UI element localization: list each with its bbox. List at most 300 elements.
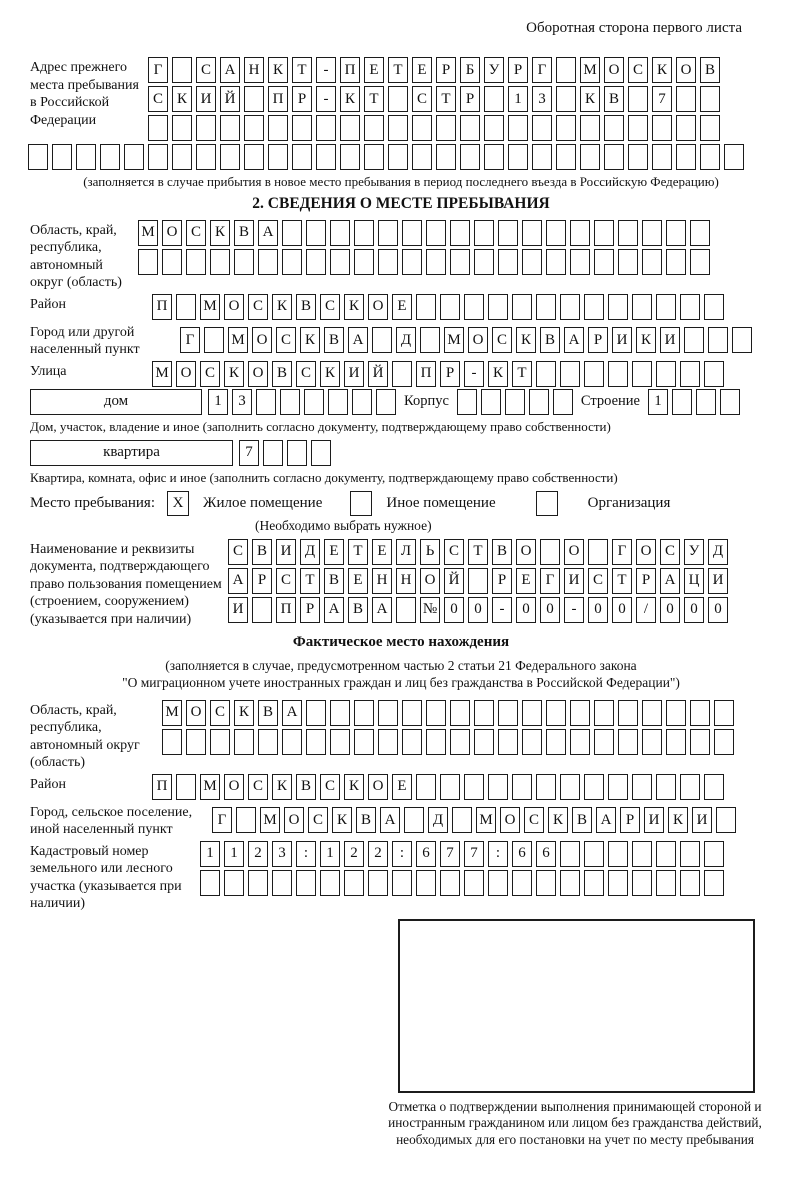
char-cell[interactable]	[618, 249, 638, 275]
char-cell[interactable]: М	[200, 294, 220, 320]
char-cell[interactable]: -	[464, 361, 484, 387]
char-cell[interactable]	[474, 700, 494, 726]
char-cell[interactable]: Р	[508, 57, 528, 83]
char-cell[interactable]	[666, 700, 686, 726]
char-cell[interactable]	[676, 144, 696, 170]
char-cell[interactable]: 1	[648, 389, 668, 415]
char-cell[interactable]: Е	[516, 568, 536, 594]
char-cell[interactable]: В	[572, 807, 592, 833]
char-cell[interactable]	[52, 144, 72, 170]
char-cell[interactable]: /	[636, 597, 656, 623]
char-cell[interactable]	[556, 57, 576, 83]
char-cell[interactable]: Т	[612, 568, 632, 594]
char-cell[interactable]: Н	[396, 568, 416, 594]
char-cell[interactable]	[680, 841, 700, 867]
char-cell[interactable]	[340, 144, 360, 170]
char-cell[interactable]	[680, 361, 700, 387]
char-cell[interactable]	[484, 144, 504, 170]
char-cell[interactable]	[344, 870, 364, 896]
char-cell[interactable]: 0	[444, 597, 464, 623]
char-cell[interactable]: И	[276, 539, 296, 565]
region2-row-1[interactable]	[162, 700, 772, 726]
char-cell[interactable]: И	[612, 327, 632, 353]
char-cell[interactable]: В	[356, 807, 376, 833]
char-cell[interactable]	[416, 870, 436, 896]
house-number-cells[interactable]	[208, 389, 396, 415]
char-cell[interactable]	[28, 144, 48, 170]
char-cell[interactable]	[580, 144, 600, 170]
char-cell[interactable]: В	[604, 86, 624, 112]
char-cell[interactable]	[560, 294, 580, 320]
char-cell[interactable]: К	[636, 327, 656, 353]
char-cell[interactable]: О	[224, 294, 244, 320]
char-cell[interactable]: Т	[300, 568, 320, 594]
char-cell[interactable]: П	[340, 57, 360, 83]
char-cell[interactable]: С	[308, 807, 328, 833]
char-cell[interactable]: М	[152, 361, 172, 387]
char-cell[interactable]: М	[200, 774, 220, 800]
char-cell[interactable]	[436, 115, 456, 141]
char-cell[interactable]	[732, 327, 752, 353]
char-cell[interactable]: -	[492, 597, 512, 623]
char-cell[interactable]: О	[252, 327, 272, 353]
char-cell[interactable]	[604, 144, 624, 170]
char-cell[interactable]	[656, 361, 676, 387]
char-cell[interactable]: С	[148, 86, 168, 112]
char-cell[interactable]	[402, 220, 422, 246]
char-cell[interactable]: Т	[388, 57, 408, 83]
char-cell[interactable]: Н	[244, 57, 264, 83]
char-cell[interactable]	[666, 220, 686, 246]
char-cell[interactable]	[522, 700, 542, 726]
char-cell[interactable]	[594, 220, 614, 246]
char-cell[interactable]: К	[272, 774, 292, 800]
char-cell[interactable]: 0	[540, 597, 560, 623]
char-cell[interactable]	[546, 220, 566, 246]
char-cell[interactable]	[316, 115, 336, 141]
char-cell[interactable]	[684, 327, 704, 353]
char-cell[interactable]	[402, 729, 422, 755]
char-cell[interactable]	[512, 870, 532, 896]
char-cell[interactable]	[608, 774, 628, 800]
char-cell[interactable]	[512, 294, 532, 320]
char-cell[interactable]	[234, 729, 254, 755]
char-cell[interactable]	[696, 389, 716, 415]
char-cell[interactable]	[426, 729, 446, 755]
char-cell[interactable]	[584, 870, 604, 896]
char-cell[interactable]: 2	[344, 841, 364, 867]
char-cell[interactable]	[584, 294, 604, 320]
char-cell[interactable]	[210, 729, 230, 755]
char-cell[interactable]: П	[276, 597, 296, 623]
char-cell[interactable]: О	[468, 327, 488, 353]
char-cell[interactable]: К	[268, 57, 288, 83]
char-cell[interactable]: Е	[412, 57, 432, 83]
char-cell[interactable]	[642, 220, 662, 246]
char-cell[interactable]	[388, 144, 408, 170]
char-cell[interactable]: 0	[660, 597, 680, 623]
char-cell[interactable]	[196, 115, 216, 141]
char-cell[interactable]	[330, 249, 350, 275]
char-cell[interactable]	[450, 700, 470, 726]
char-cell[interactable]	[378, 249, 398, 275]
char-cell[interactable]	[272, 870, 292, 896]
char-cell[interactable]: И	[692, 807, 712, 833]
char-cell[interactable]	[426, 220, 446, 246]
char-cell[interactable]	[320, 870, 340, 896]
char-cell[interactable]	[618, 220, 638, 246]
char-cell[interactable]	[690, 220, 710, 246]
char-cell[interactable]	[553, 389, 573, 415]
char-cell[interactable]	[388, 115, 408, 141]
char-cell[interactable]: 6	[512, 841, 532, 867]
char-cell[interactable]: Л	[396, 539, 416, 565]
char-cell[interactable]: 0	[468, 597, 488, 623]
char-cell[interactable]: А	[564, 327, 584, 353]
char-cell[interactable]	[282, 249, 302, 275]
char-cell[interactable]	[498, 220, 518, 246]
char-cell[interactable]	[532, 115, 552, 141]
char-cell[interactable]: И	[564, 568, 584, 594]
char-cell[interactable]: Г	[212, 807, 232, 833]
char-cell[interactable]: О	[284, 807, 304, 833]
char-cell[interactable]	[450, 249, 470, 275]
char-cell[interactable]	[536, 294, 556, 320]
char-cell[interactable]	[570, 729, 590, 755]
char-cell[interactable]: С	[444, 539, 464, 565]
char-cell[interactable]: Б	[460, 57, 480, 83]
char-cell[interactable]	[258, 729, 278, 755]
char-cell[interactable]	[244, 86, 264, 112]
char-cell[interactable]	[546, 700, 566, 726]
char-cell[interactable]	[162, 249, 182, 275]
char-cell[interactable]: Е	[364, 57, 384, 83]
char-cell[interactable]: 0	[588, 597, 608, 623]
char-cell[interactable]	[522, 249, 542, 275]
char-cell[interactable]: 3	[532, 86, 552, 112]
char-cell[interactable]	[316, 144, 336, 170]
char-cell[interactable]	[420, 327, 440, 353]
char-cell[interactable]: С	[200, 361, 220, 387]
char-cell[interactable]: В	[252, 539, 272, 565]
char-cell[interactable]	[720, 389, 740, 415]
char-cell[interactable]	[608, 361, 628, 387]
char-cell[interactable]	[224, 870, 244, 896]
char-cell[interactable]	[700, 144, 720, 170]
char-cell[interactable]: Д	[396, 327, 416, 353]
char-cell[interactable]	[196, 144, 216, 170]
char-cell[interactable]	[666, 249, 686, 275]
char-cell[interactable]	[416, 774, 436, 800]
document-row-3[interactable]	[228, 597, 772, 623]
char-cell[interactable]: К	[300, 327, 320, 353]
char-cell[interactable]	[676, 86, 696, 112]
char-cell[interactable]	[148, 115, 168, 141]
char-cell[interactable]	[690, 729, 710, 755]
char-cell[interactable]: А	[282, 700, 302, 726]
char-cell[interactable]: В	[324, 327, 344, 353]
char-cell[interactable]	[714, 729, 734, 755]
char-cell[interactable]: А	[660, 568, 680, 594]
char-cell[interactable]	[704, 361, 724, 387]
char-cell[interactable]	[484, 115, 504, 141]
char-cell[interactable]	[176, 294, 196, 320]
apartment-cells[interactable]	[239, 440, 331, 466]
char-cell[interactable]	[508, 115, 528, 141]
char-cell[interactable]: 0	[516, 597, 536, 623]
char-cell[interactable]	[546, 249, 566, 275]
char-cell[interactable]	[652, 115, 672, 141]
char-cell[interactable]: Р	[440, 361, 460, 387]
char-cell[interactable]: К	[668, 807, 688, 833]
char-cell[interactable]	[138, 249, 158, 275]
char-cell[interactable]: С	[248, 774, 268, 800]
char-cell[interactable]: С	[248, 294, 268, 320]
char-cell[interactable]	[402, 700, 422, 726]
street-row[interactable]	[152, 361, 772, 387]
char-cell[interactable]	[652, 144, 672, 170]
char-cell[interactable]	[498, 700, 518, 726]
char-cell[interactable]: С	[492, 327, 512, 353]
char-cell[interactable]	[404, 807, 424, 833]
char-cell[interactable]: Г	[180, 327, 200, 353]
char-cell[interactable]	[440, 294, 460, 320]
char-cell[interactable]	[632, 361, 652, 387]
char-cell[interactable]	[488, 870, 508, 896]
char-cell[interactable]	[354, 249, 374, 275]
char-cell[interactable]: -	[316, 86, 336, 112]
char-cell[interactable]: 7	[440, 841, 460, 867]
char-cell[interactable]	[594, 249, 614, 275]
char-cell[interactable]: В	[540, 327, 560, 353]
char-cell[interactable]	[172, 144, 192, 170]
char-cell[interactable]	[680, 294, 700, 320]
char-cell[interactable]	[690, 249, 710, 275]
char-cell[interactable]	[258, 249, 278, 275]
char-cell[interactable]	[76, 144, 96, 170]
char-cell[interactable]: 1	[224, 841, 244, 867]
char-cell[interactable]	[594, 700, 614, 726]
char-cell[interactable]: Р	[460, 86, 480, 112]
char-cell[interactable]	[282, 729, 302, 755]
char-cell[interactable]	[632, 294, 652, 320]
char-cell[interactable]	[676, 115, 696, 141]
char-cell[interactable]	[186, 729, 206, 755]
char-cell[interactable]: А	[380, 807, 400, 833]
char-cell[interactable]: 0	[708, 597, 728, 623]
char-cell[interactable]	[714, 700, 734, 726]
char-cell[interactable]	[584, 841, 604, 867]
char-cell[interactable]	[642, 729, 662, 755]
char-cell[interactable]	[700, 86, 720, 112]
char-cell[interactable]	[162, 729, 182, 755]
korpus-cells[interactable]	[457, 389, 573, 415]
char-cell[interactable]	[505, 389, 525, 415]
char-cell[interactable]	[560, 361, 580, 387]
char-cell[interactable]	[556, 115, 576, 141]
char-cell[interactable]	[388, 86, 408, 112]
char-cell[interactable]	[210, 249, 230, 275]
char-cell[interactable]	[536, 870, 556, 896]
char-cell[interactable]	[292, 115, 312, 141]
char-cell[interactable]: К	[210, 220, 230, 246]
char-cell[interactable]: 1	[320, 841, 340, 867]
char-cell[interactable]: Г	[612, 539, 632, 565]
char-cell[interactable]: О	[248, 361, 268, 387]
char-cell[interactable]	[457, 389, 477, 415]
char-cell[interactable]	[580, 115, 600, 141]
cadastral-row-2[interactable]	[200, 870, 772, 896]
char-cell[interactable]: К	[516, 327, 536, 353]
char-cell[interactable]: Й	[368, 361, 388, 387]
char-cell[interactable]	[376, 389, 396, 415]
char-cell[interactable]: К	[320, 361, 340, 387]
char-cell[interactable]: К	[344, 774, 364, 800]
char-cell[interactable]	[532, 144, 552, 170]
char-cell[interactable]: 6	[536, 841, 556, 867]
char-cell[interactable]	[690, 700, 710, 726]
char-cell[interactable]: А	[324, 597, 344, 623]
char-cell[interactable]	[176, 774, 196, 800]
char-cell[interactable]: С	[628, 57, 648, 83]
char-cell[interactable]	[440, 774, 460, 800]
char-cell[interactable]: :	[392, 841, 412, 867]
char-cell[interactable]	[354, 729, 374, 755]
char-cell[interactable]	[474, 249, 494, 275]
char-cell[interactable]	[628, 115, 648, 141]
char-cell[interactable]: И	[344, 361, 364, 387]
char-cell[interactable]	[680, 774, 700, 800]
char-cell[interactable]	[536, 774, 556, 800]
char-cell[interactable]	[378, 700, 398, 726]
char-cell[interactable]: Й	[444, 568, 464, 594]
checkbox-zhiloe[interactable]: X	[167, 491, 189, 516]
char-cell[interactable]: С	[320, 294, 340, 320]
char-cell[interactable]	[488, 294, 508, 320]
char-cell[interactable]: В	[258, 700, 278, 726]
char-cell[interactable]	[560, 841, 580, 867]
char-cell[interactable]	[330, 729, 350, 755]
char-cell[interactable]	[666, 729, 686, 755]
char-cell[interactable]: С	[296, 361, 316, 387]
char-cell[interactable]: Т	[292, 57, 312, 83]
char-cell[interactable]: У	[684, 539, 704, 565]
char-cell[interactable]	[642, 700, 662, 726]
char-cell[interactable]	[268, 115, 288, 141]
char-cell[interactable]	[220, 144, 240, 170]
char-cell[interactable]	[248, 870, 268, 896]
char-cell[interactable]	[632, 841, 652, 867]
char-cell[interactable]	[306, 729, 326, 755]
char-cell[interactable]	[306, 700, 326, 726]
char-cell[interactable]: О	[224, 774, 244, 800]
char-cell[interactable]	[628, 86, 648, 112]
char-cell[interactable]: 7	[239, 440, 259, 466]
char-cell[interactable]	[280, 389, 300, 415]
char-cell[interactable]: Т	[436, 86, 456, 112]
char-cell[interactable]	[618, 729, 638, 755]
char-cell[interactable]	[236, 807, 256, 833]
char-cell[interactable]	[378, 729, 398, 755]
char-cell[interactable]	[464, 774, 484, 800]
char-cell[interactable]: М	[162, 700, 182, 726]
char-cell[interactable]: Е	[392, 774, 412, 800]
char-cell[interactable]	[560, 774, 580, 800]
char-cell[interactable]: Р	[300, 597, 320, 623]
char-cell[interactable]: В	[700, 57, 720, 83]
char-cell[interactable]: Е	[372, 539, 392, 565]
char-cell[interactable]: О	[420, 568, 440, 594]
char-cell[interactable]: С	[412, 86, 432, 112]
char-cell[interactable]: О	[368, 774, 388, 800]
char-cell[interactable]	[124, 144, 144, 170]
prev-address-row-3[interactable]	[148, 115, 772, 141]
char-cell[interactable]	[536, 361, 556, 387]
char-cell[interactable]: С	[588, 568, 608, 594]
char-cell[interactable]	[584, 361, 604, 387]
char-cell[interactable]: А	[228, 568, 248, 594]
char-cell[interactable]	[608, 294, 628, 320]
char-cell[interactable]: К	[580, 86, 600, 112]
char-cell[interactable]: Й	[220, 86, 240, 112]
char-cell[interactable]: Е	[348, 568, 368, 594]
char-cell[interactable]: М	[228, 327, 248, 353]
char-cell[interactable]	[402, 249, 422, 275]
char-cell[interactable]	[460, 115, 480, 141]
cadastral-row-1[interactable]	[200, 841, 772, 867]
char-cell[interactable]	[481, 389, 501, 415]
char-cell[interactable]	[263, 440, 283, 466]
char-cell[interactable]	[296, 870, 316, 896]
char-cell[interactable]: С	[196, 57, 216, 83]
char-cell[interactable]: У	[484, 57, 504, 83]
char-cell[interactable]: А	[348, 327, 368, 353]
char-cell[interactable]: В	[296, 294, 316, 320]
char-cell[interactable]: Ц	[684, 568, 704, 594]
region2-row-2[interactable]	[162, 729, 772, 755]
char-cell[interactable]	[672, 389, 692, 415]
char-cell[interactable]: П	[416, 361, 436, 387]
char-cell[interactable]	[416, 294, 436, 320]
char-cell[interactable]: О	[636, 539, 656, 565]
char-cell[interactable]	[656, 841, 676, 867]
char-cell[interactable]: 6	[416, 841, 436, 867]
char-cell[interactable]: М	[444, 327, 464, 353]
char-cell[interactable]	[220, 115, 240, 141]
char-cell[interactable]	[340, 115, 360, 141]
document-row-2[interactable]	[228, 568, 772, 594]
char-cell[interactable]: Т	[512, 361, 532, 387]
char-cell[interactable]	[244, 115, 264, 141]
char-cell[interactable]: К	[172, 86, 192, 112]
char-cell[interactable]: А	[220, 57, 240, 83]
char-cell[interactable]: И	[708, 568, 728, 594]
region-row-1[interactable]	[138, 220, 772, 246]
char-cell[interactable]: К	[652, 57, 672, 83]
char-cell[interactable]: В	[492, 539, 512, 565]
checkbox-org[interactable]	[536, 491, 558, 516]
char-cell[interactable]: 7	[652, 86, 672, 112]
char-cell[interactable]: 0	[684, 597, 704, 623]
char-cell[interactable]	[708, 327, 728, 353]
prev-address-row-4[interactable]	[28, 144, 772, 170]
stroenie-cells[interactable]	[648, 389, 740, 415]
char-cell[interactable]	[680, 870, 700, 896]
char-cell[interactable]: В	[272, 361, 292, 387]
district2-row[interactable]	[152, 774, 772, 800]
char-cell[interactable]	[618, 700, 638, 726]
char-cell[interactable]: К	[548, 807, 568, 833]
